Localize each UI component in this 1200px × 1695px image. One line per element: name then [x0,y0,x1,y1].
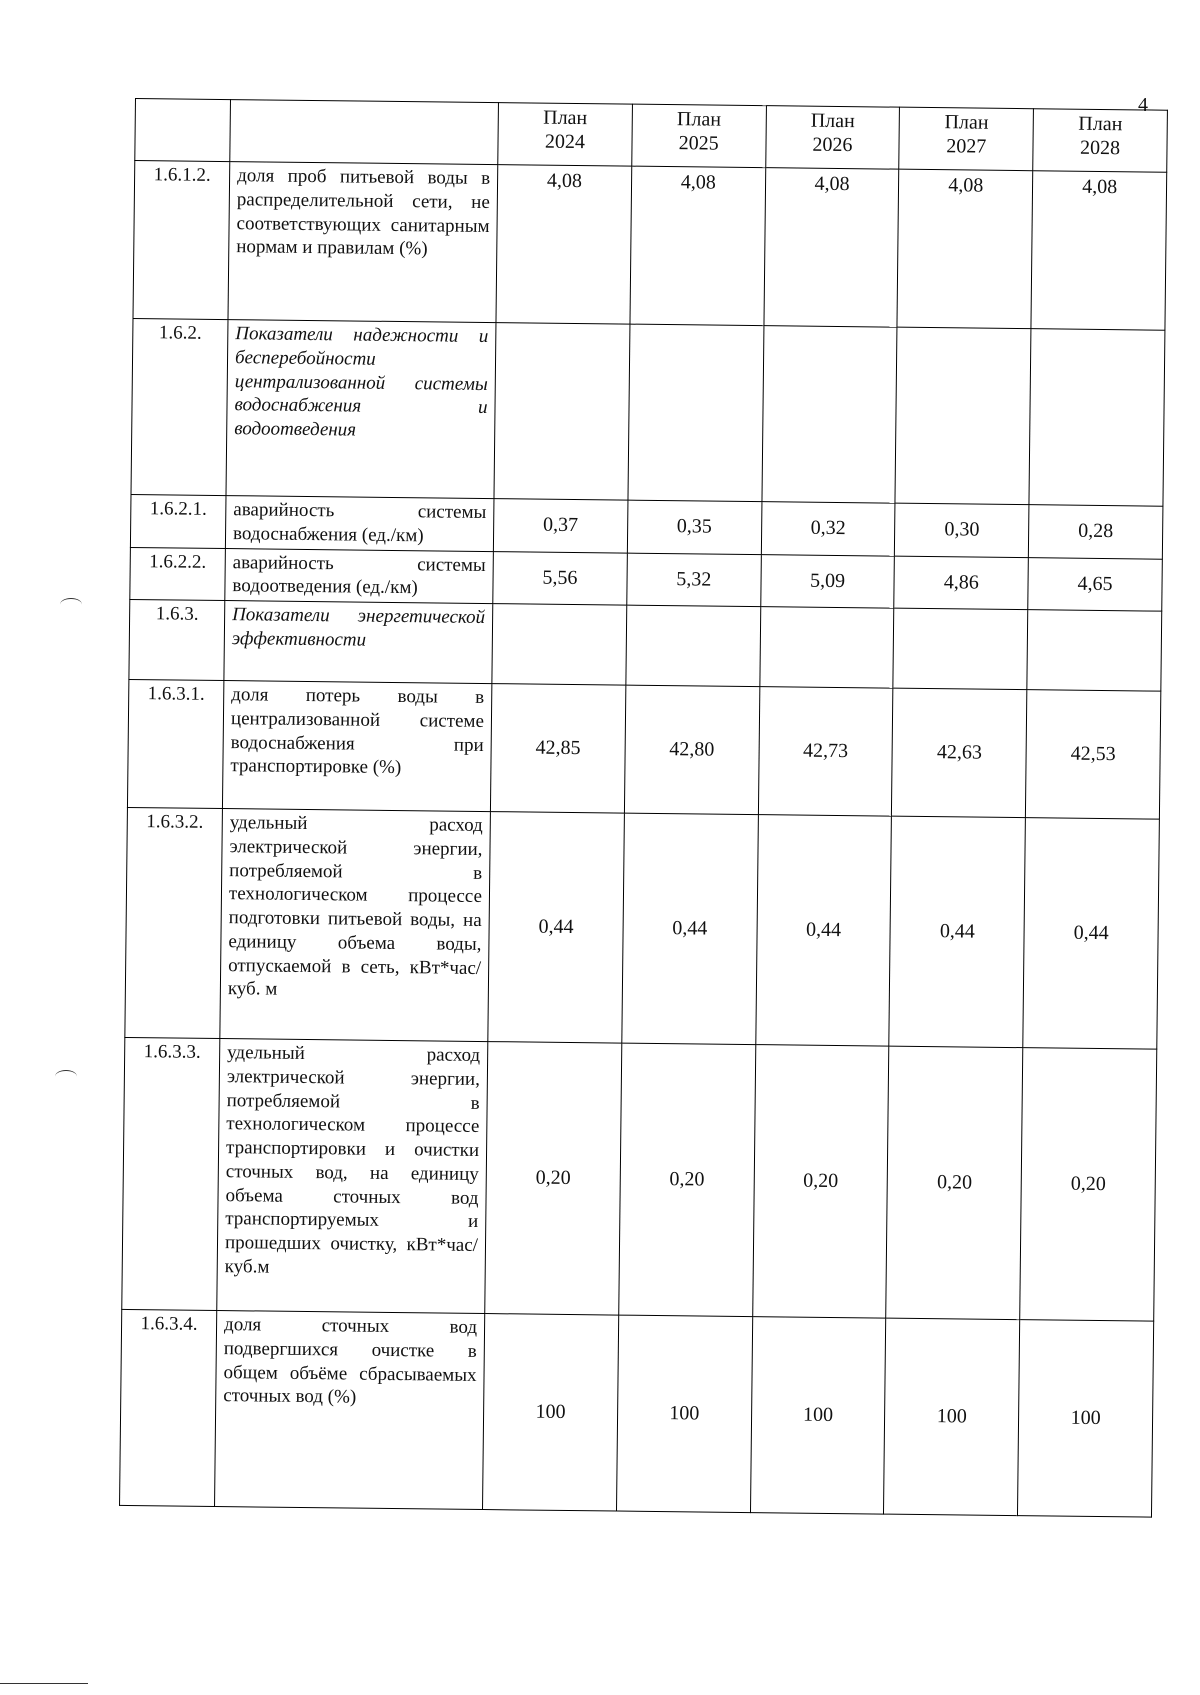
table-section-row [129,599,1162,691]
header-year-2026 [765,106,899,170]
plan-label: План [543,106,588,130]
value-cell: 0,44 [889,816,1025,1048]
empty-cell [759,607,894,689]
indicator-name: удельный расход электрической энергии, потребляемой в технологическом процессе транспортировки и очистки сточных вод, на единицу объема сточных вод транспортируемых и прошедших очистку, кВт*час/куб.м [217,1039,488,1314]
value-cell: 0,35 [627,500,761,554]
value-cell: 0,28 [1029,505,1163,559]
indicator-name: аварийность системы водоотведения (ед./км) [225,548,494,604]
table-row [127,679,1160,819]
row-number: 1.6.2.1. [130,494,226,548]
plan-label: План [1078,112,1123,136]
value-cell: 42,80 [624,685,759,815]
row-number: 1.6.1.2. [133,161,230,320]
value-cell: 0,44 [755,815,891,1047]
value-cell: 4,86 [894,556,1028,610]
value-cell: 0,30 [895,503,1029,557]
value-cell: 42,53 [1026,690,1161,820]
header-year-2027 [899,107,1033,171]
empty-cell [628,324,764,502]
scan-mark [55,1070,77,1083]
indicator-name: доля потерь воды в централизованной системе водоснабжения при транспортировке (%) [222,681,491,812]
value-cell: 4,08 [630,166,766,326]
value-cell: 5,09 [760,554,894,608]
value-cell: 4,08 [496,165,632,325]
empty-cell [895,327,1031,505]
row-number: 1.6.3.4. [120,1309,217,1506]
value-cell: 0,20 [1020,1048,1157,1322]
row-number: 1.6.3.2. [125,807,223,1038]
row-number: 1.6.3.3. [122,1037,220,1310]
indicator-name: доля проб питьевой воды в распределительной сети, не соответствующих санитарным нормам и правилам (%) [228,162,498,323]
row-number: 1.6.2.2. [130,547,226,601]
value-cell: 0,44 [488,812,624,1044]
header-year-2024 [498,103,632,167]
year-label: 2026 [812,133,853,157]
value-cell: 4,08 [764,168,900,328]
value-cell: 42,73 [758,687,893,817]
indicator-name: доля сточных вод подвергшихся очистке в общем объёме сбрасываемых сточных вод (%) [215,1311,485,1510]
plan-label: План [810,109,855,133]
table-row [125,807,1160,1049]
value-cell: 0,44 [622,813,758,1045]
empty-cell [494,323,630,501]
empty-cell [492,604,627,686]
section-title: Показатели энергетической эффективности [224,601,493,684]
value-cell: 42,85 [490,684,625,814]
empty-cell [893,608,1028,690]
value-cell: 0,44 [1023,818,1159,1050]
value-cell: 4,65 [1028,557,1162,611]
plan-label: План [944,111,989,134]
table-header-row [135,99,1168,173]
value-cell: 100 [884,1318,1020,1516]
plan-label: План [676,108,722,131]
empty-cell [1027,610,1162,692]
row-number: 1.6.3.1. [127,679,223,808]
empty-cell [1029,329,1165,507]
scan-mark [0,1683,88,1684]
value-cell: 0,37 [493,499,627,553]
value-cell: 4,08 [897,169,1033,329]
value-cell: 5,32 [627,553,761,607]
indicator-name: аварийность системы водоснабжения (ед./км) [225,496,494,552]
header-year-2028 [1033,109,1167,173]
table-row [122,1037,1157,1321]
value-cell: 4,08 [1031,171,1167,331]
table-section-row [131,318,1165,506]
header-name-cell [230,100,499,165]
year-label: 2028 [1079,136,1121,160]
value-cell: 0,20 [619,1043,756,1317]
header-year-2025 [632,104,766,168]
empty-cell [762,326,898,504]
value-cell: 5,56 [493,551,627,605]
indicator-name: удельный расход электрической энергии, потребляемой в технологическом процессе подготовки питьевой воды, на единицу объема воды, отпускаемой в сеть, кВт*час/куб. м [220,809,491,1042]
table-row [120,1309,1154,1517]
value-cell: 100 [1018,1320,1154,1518]
table-row [133,161,1167,331]
header-num-cell [135,99,231,162]
scan-mark [60,598,82,611]
row-number: 1.6.3. [129,599,225,680]
value-cell: 100 [750,1317,886,1515]
value-cell: 0,20 [752,1045,889,1319]
value-cell: 100 [483,1314,619,1512]
value-cell: 0,32 [761,502,895,556]
value-cell: 100 [616,1315,752,1513]
plan-indicators-table [119,98,1168,1518]
value-cell: 0,20 [886,1046,1023,1320]
value-cell: 42,63 [892,688,1027,818]
year-label: 2027 [946,135,987,158]
page-number: 4 [1138,94,1148,116]
section-title: Показатели надежности и бесперебойности централизованной системы водоснабжения и водоотведения [226,320,496,499]
year-label: 2024 [544,130,586,154]
empty-cell [626,605,761,687]
value-cell: 0,20 [485,1042,622,1316]
row-number: 1.6.2. [131,318,228,495]
year-label: 2025 [678,132,719,155]
